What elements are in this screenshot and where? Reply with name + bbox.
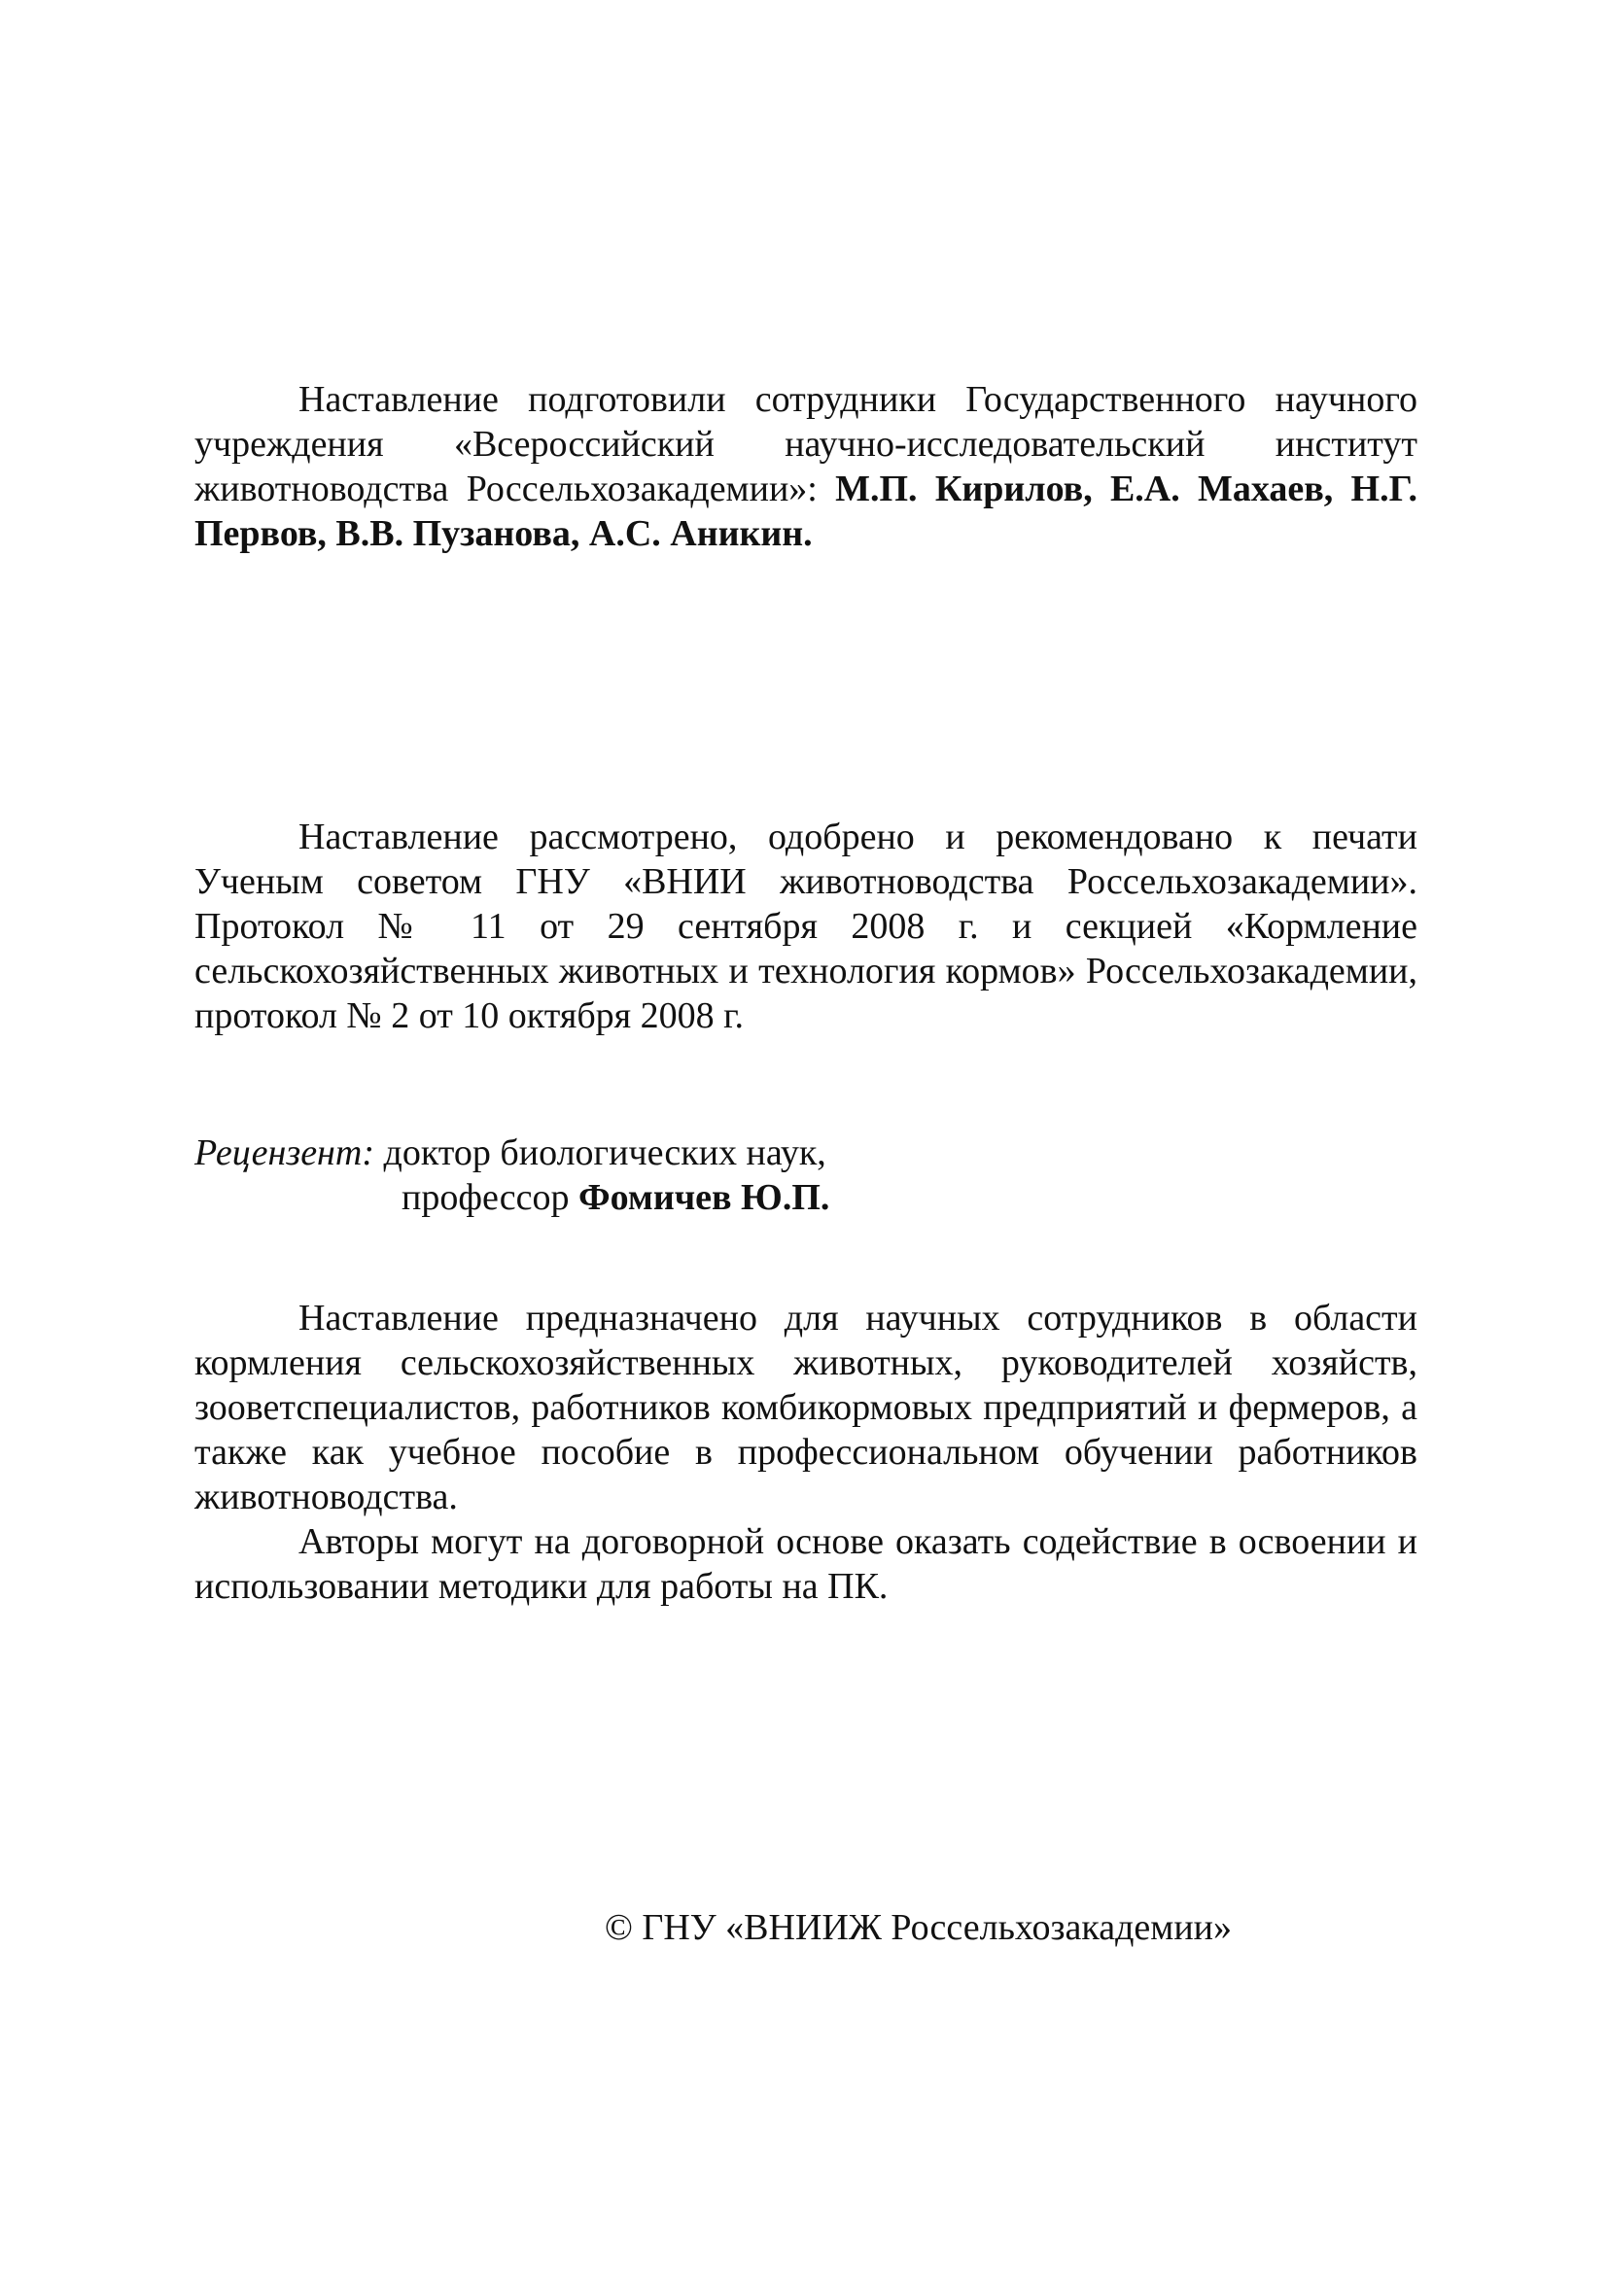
reviewer-label: Рецензент: <box>194 1132 375 1173</box>
authors-note-paragraph <box>194 1519 1417 1609</box>
purpose-paragraph <box>194 1296 1417 1519</box>
reviewer-degree: доктор биологических наук, <box>383 1132 826 1173</box>
authors-note-text: Авторы могут на договорной основе оказать содействие в освоении и использовании методики для работы на ПК. <box>194 1521 1417 1607</box>
preparers-text: Наставление подготовили сотрудники Государственного научного учреждения «Всероссийский научно-исследовательский институт животноводства Россельхозакадемии»: <box>194 379 1417 509</box>
reviewer-block <box>194 1131 829 1220</box>
purpose-text: Наставление предназначено для научных сотрудников в области кормления сельскохозяйственных животных, руководителей хозяйств, зооветспециалистов, работников комбикормовых предприятий и фермеров, а также как учебное пособие в профессиональном обучении работников животноводства. <box>194 1298 1417 1517</box>
approval-text: Наставление рассмотрено, одобрено и рекомендовано к печати Ученым советом ГНУ «ВНИИ животноводства Россельхозакадемии». Протокол № 11 от 29 сентября 2008 г. и секцией «Кормление сельскохозяйственных животных и технология кормов» Россельхозакадемии, протокол № 2 от 10 октября 2008 г. <box>194 817 1417 1036</box>
preparers-paragraph <box>194 377 1417 556</box>
reviewer-name: Фомичев Ю.П. <box>578 1177 830 1218</box>
copyright-notice: © ГНУ «ВНИИЖ Россельхозакадемии» <box>605 1907 1232 1948</box>
reviewer-title: профессор <box>402 1177 570 1218</box>
approval-paragraph <box>194 815 1417 1038</box>
reviewer-line-2 <box>194 1175 829 1220</box>
preparers-authors: М.П. Кирилов, Е.А. Махаев, Н.Г. Первов, В.В. Пузанова, А.С. Аникин. <box>194 469 1417 554</box>
